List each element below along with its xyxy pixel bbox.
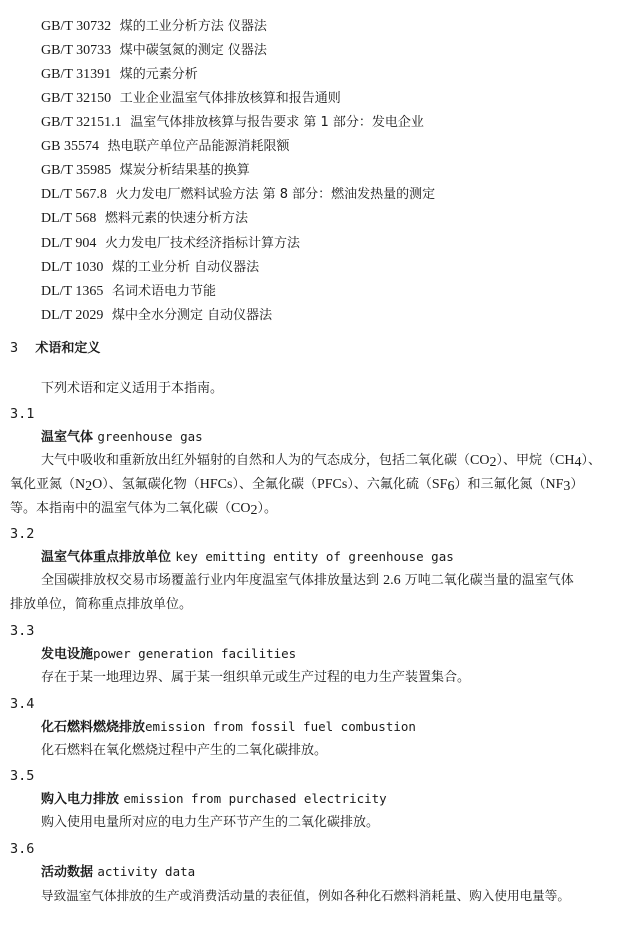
standard-code: DL/T 567.8 bbox=[41, 187, 107, 202]
term-name-zh: 温室气体 bbox=[41, 430, 94, 445]
term-number: 3.3 bbox=[10, 623, 35, 639]
standard-item bbox=[41, 258, 259, 277]
standard-title: 温室气体排放核算与报告要求 第 1 部分：发电企业 bbox=[130, 115, 424, 130]
term-number: 3.2 bbox=[10, 526, 35, 542]
term-number: 3.1 bbox=[10, 406, 35, 422]
standard-item bbox=[41, 65, 198, 84]
standard-item bbox=[41, 185, 435, 204]
term-definition-line: 大气中吸收和重新放出红外辐射的自然和人为的气态成分，包括二氧化碳$(CO_2)$、甲烷$(CH_4)$、 bbox=[41, 453, 601, 470]
term-heading bbox=[41, 645, 296, 664]
standard-title: 工业企业温室气体排放核算和报告通则 bbox=[119, 91, 341, 106]
term-name-en: activity data bbox=[97, 864, 196, 879]
standard-title: 煤中全水分测定 自动仪器法 bbox=[111, 308, 273, 323]
section-title: 术语和定义 bbox=[35, 341, 101, 356]
standard-title: 火力发电厂技术经济指标计算方法 bbox=[104, 236, 300, 251]
standard-code: GB/T 32151.1 bbox=[41, 115, 122, 130]
term-definition-line: 化石燃料在氧化燃烧过程中产生的二氧化碳排放。 bbox=[41, 743, 328, 758]
standard-item bbox=[41, 161, 250, 180]
standard-code: DL/T 2029 bbox=[41, 308, 104, 323]
standard-title: 热电联产单位产品能源消耗限额 bbox=[107, 139, 290, 154]
standard-code: GB/T 32150 bbox=[41, 91, 112, 106]
term-name-en: power generation facilities bbox=[93, 646, 297, 661]
standard-item bbox=[41, 113, 424, 132]
standard-item bbox=[41, 137, 290, 156]
term-name-en: emission from fossil fuel combustion bbox=[145, 719, 416, 734]
standard-code: DL/T 904 bbox=[41, 236, 97, 251]
standard-item bbox=[41, 17, 267, 36]
term-definition-line: 存在于某一地理边界、属于某一组织单元或生产过程的电力生产装置集合。 bbox=[41, 670, 471, 685]
term-name-en: emission from purchased electricity bbox=[123, 791, 387, 806]
standard-code: DL/T 1365 bbox=[41, 284, 104, 299]
term-name-zh: 购入电力排放 bbox=[41, 792, 120, 807]
standard-code: DL/T 1030 bbox=[41, 260, 104, 275]
standard-title: 煤中碳氢氮的测定 仪器法 bbox=[119, 43, 267, 58]
term-heading bbox=[41, 863, 195, 882]
section-number: 3 bbox=[10, 340, 19, 356]
standard-code: GB/T 30732 bbox=[41, 19, 112, 34]
term-name-zh: 活动数据 bbox=[41, 865, 94, 880]
term-definition-line: 等。本指南中的温室气体为二氧化碳$(CO_2)$。 bbox=[10, 501, 277, 518]
term-number: 3.6 bbox=[10, 841, 35, 857]
term-name-en: key emitting entity of greenhouse gas bbox=[175, 549, 454, 564]
term-definition-line: 排放单位，简称重点排放单位。 bbox=[10, 597, 193, 612]
term-name-zh: 化石燃料燃烧排放 bbox=[41, 720, 146, 735]
standard-title: 煤炭分析结果基的换算 bbox=[119, 163, 250, 178]
standard-title: 名词术语电力节能 bbox=[111, 284, 216, 299]
term-name-zh: 发电设施 bbox=[41, 647, 94, 662]
standard-title: 燃料元素的快速分析方法 bbox=[104, 211, 248, 226]
standard-code: DL/T 568 bbox=[41, 211, 97, 226]
term-heading bbox=[41, 428, 203, 447]
section-intro: 下列术语和定义适用于本指南。 bbox=[41, 381, 224, 396]
term-heading bbox=[41, 718, 416, 737]
standard-title: 煤的元素分析 bbox=[119, 67, 198, 82]
term-name-en: greenhouse gas bbox=[97, 429, 203, 444]
standard-code: GB 35574 bbox=[41, 139, 99, 154]
standard-item bbox=[41, 209, 248, 228]
standard-item bbox=[41, 306, 272, 325]
standard-title: 火力发电厂燃料试验方法 第 8 部分：燃油发热量的测定 bbox=[115, 187, 436, 202]
section-heading bbox=[10, 339, 100, 358]
term-heading bbox=[41, 790, 387, 809]
standard-title: 煤的工业分析 自动仪器法 bbox=[111, 260, 260, 275]
standard-code: GB/T 35985 bbox=[41, 163, 112, 178]
term-number: 3.4 bbox=[10, 696, 35, 712]
standard-item bbox=[41, 234, 300, 253]
standard-item bbox=[41, 89, 341, 108]
term-definition-line: 导致温室气体排放的生产或消费活动量的表征值，例如各种化石燃料消耗量、购入使用电量等。 bbox=[41, 888, 570, 903]
standard-item bbox=[41, 282, 216, 301]
standard-title: 煤的工业分析方法 仪器法 bbox=[119, 19, 267, 34]
term-name-zh: 温室气体重点排放单位 bbox=[41, 550, 172, 565]
term-definition-line: 氧化亚氮$(N_2O)$、氢氟碳化物（HFCs）、全氟化碳（PFCs）、六氟化硫$(SF_6)$和三氟化氮$(NF_3)$ bbox=[10, 477, 584, 494]
standard-code: GB/T 30733 bbox=[41, 43, 112, 58]
term-definition-line: 全国碳排放权交易市场覆盖行业内年度温室气体排放量达到 2.6 万吨二氧化碳当量的温室气体 bbox=[41, 573, 574, 588]
term-heading bbox=[41, 548, 454, 567]
term-number: 3.5 bbox=[10, 768, 35, 784]
term-definition-line: 购入使用电量所对应的电力生产环节产生的二氧化碳排放。 bbox=[41, 815, 380, 830]
standard-item bbox=[41, 41, 267, 60]
standard-code: GB/T 31391 bbox=[41, 67, 112, 82]
